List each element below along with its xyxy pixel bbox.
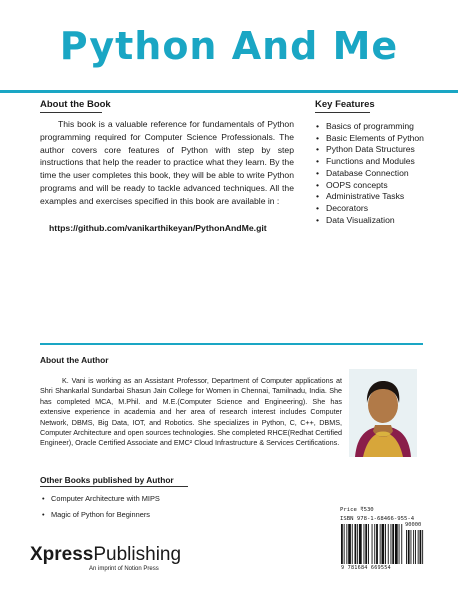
- barcode-bar: [399, 524, 400, 564]
- other-books-list: [42, 491, 262, 523]
- barcode-bar: [368, 524, 369, 564]
- feature-item: • OOPS concepts: [316, 180, 446, 192]
- about-author-text: K. Vani is working as an Assistant Professor, Department of Computer applications at Shri Shankarlal Sundarbai Shasun Jain College for Women in Chennai, Tamilnadu, India. She has completed MCA, M.Phil. and M.E.(Computer Science and Engineering). She has extensive experience in academia and her area of research interest includes Computer Network, DBMS, Big Data, IOT, and Robotics. She specializes in Python, C, C++, DBMS, Computer Architecture and open sources technologies. She completed RHCE(Redhat Certified Engineer), Oracle Certified Associate and EMC² Cloud Infrastructure & Services Certifications.: [40, 376, 342, 448]
- publisher-logo: [30, 544, 181, 566]
- other-book-item: • Computer Architecture with MIPS: [42, 491, 262, 507]
- barcode-bar: [385, 524, 386, 564]
- isbn-label: ISBN 978-1-68466-955-4: [340, 516, 415, 522]
- other-books-underline: [40, 486, 188, 487]
- barcode-bar: [382, 524, 385, 564]
- barcode-bar: [365, 524, 367, 564]
- publisher-logo-rest: Publishing: [93, 544, 182, 565]
- key-features-heading: Key Features: [315, 99, 375, 110]
- about-book-text: This book is a valuable reference for fundamentals of Python programming required for Computer Science Professionals. The author covers core features of Python with step by step instructions that help the reader to practice what they learn. By the time the user completes this book, they will be able to write Python programs and will be ready to tackle advanced techniques. All the examples and exercises specified in this book are available in :: [40, 119, 294, 206]
- feature-item: • Python Data Structures: [316, 144, 446, 156]
- feature-item: • Functions and Modules: [316, 156, 446, 168]
- title-underline-band: [0, 90, 458, 93]
- feature-item: • Decorators: [316, 203, 446, 215]
- barcode-addon-bar: [418, 530, 419, 564]
- barcode-bar: [380, 524, 381, 564]
- barcode-bar: [395, 524, 398, 564]
- barcode-bar: [364, 524, 365, 564]
- barcode-addon-bar: [408, 530, 410, 564]
- author-photo: [349, 369, 417, 457]
- barcode-bar: [346, 524, 347, 564]
- barcode-addon-bar: [420, 530, 422, 564]
- barcode-bar: [392, 524, 394, 564]
- price-label: Price ₹530: [340, 507, 374, 513]
- barcode-bar: [388, 524, 389, 564]
- barcode-addon-bar: [411, 530, 412, 564]
- key-features-underline: [315, 112, 370, 113]
- barcode-bar: [359, 524, 362, 564]
- publisher-logo-bold: Xpress: [30, 544, 94, 565]
- feature-item: • Database Connection: [316, 168, 446, 180]
- isbn-addon-number: 90000: [405, 522, 422, 528]
- barcode-number: 9 781684 669554: [341, 565, 391, 571]
- other-books-heading: Other Books published by Author: [40, 475, 174, 485]
- barcode-bar: [341, 524, 343, 564]
- publisher-tagline: An imprint of Notion Press: [89, 566, 159, 572]
- book-title: Python And Me: [59, 24, 399, 68]
- isbn-barcode: [339, 522, 425, 572]
- barcode-bar: [348, 524, 351, 564]
- section-divider: [40, 343, 423, 345]
- barcode-bar: [391, 524, 392, 564]
- feature-item: • Data Visualization: [316, 215, 446, 227]
- barcode-bar: [401, 524, 402, 564]
- barcode-bar: [344, 524, 345, 564]
- barcode-addon-bar: [415, 530, 416, 564]
- barcode-bar: [374, 524, 375, 564]
- feature-item: • Administrative Tasks: [316, 191, 446, 203]
- barcode-bar: [355, 524, 357, 564]
- barcode-addon-bar: [422, 530, 423, 564]
- feature-item: • Basic Elements of Python: [316, 133, 446, 145]
- feature-item: • Basics of programming: [316, 121, 446, 133]
- about-author-heading: About the Author: [40, 355, 109, 365]
- about-book-underline: [40, 112, 102, 113]
- barcode-addon-bar: [406, 530, 407, 564]
- key-features-list: [316, 121, 446, 226]
- barcode-bar: [352, 524, 353, 564]
- barcode-addon-bar: [413, 530, 414, 564]
- barcode-bar: [376, 524, 378, 564]
- github-link[interactable]: https://github.com/vanikarthikeyan/PythonAndMe.git: [49, 223, 267, 233]
- about-book-heading: About the Book: [40, 99, 111, 110]
- barcode-bar: [357, 524, 358, 564]
- barcode-bar: [372, 524, 373, 564]
- other-book-item: • Magic of Python for Beginners: [42, 507, 262, 523]
